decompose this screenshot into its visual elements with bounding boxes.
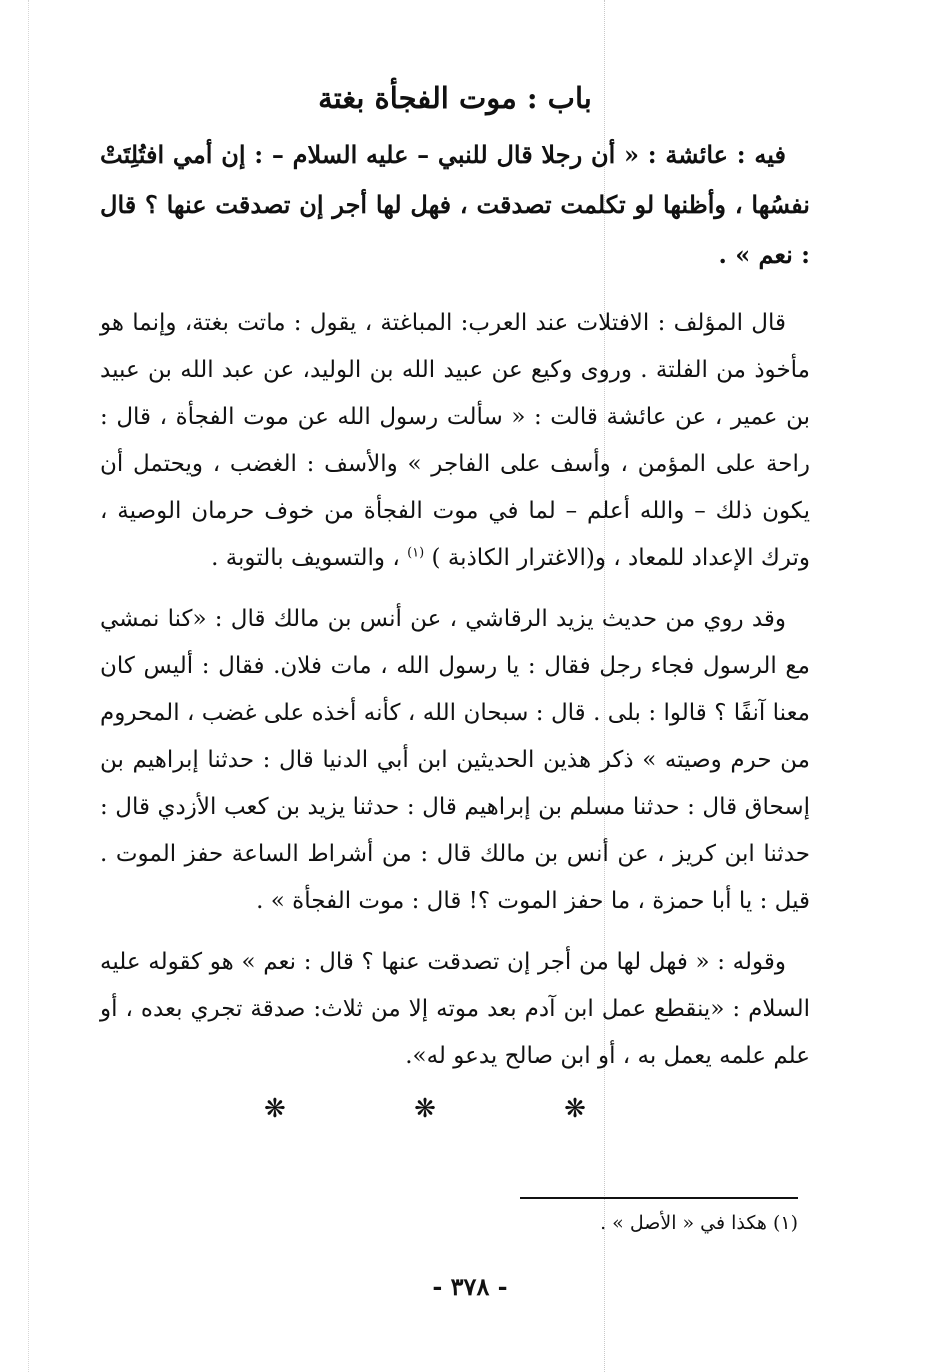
footnote-divider bbox=[520, 1197, 798, 1199]
commentary-tail: ، والتسويف بالتوبة . bbox=[211, 545, 408, 571]
commentary-paragraph bbox=[100, 300, 810, 582]
page-content bbox=[100, 70, 810, 1124]
section-separator-stars: ❋ ❋ ❋ bbox=[264, 1094, 646, 1124]
page-edge-line bbox=[28, 0, 29, 1372]
explanation-paragraph: وقوله : « فهل لها من أجر إن تصدقت عنها ؟ قال : نعم » هو كقوله عليه السلام : «ينقطع عمل ابن آدم بعد موته إلا من ثلاث: صدقة تجري بعده ، أو علم علمه يعمل به ، أو ابن صالح يدعو له». bbox=[100, 949, 810, 1069]
commentary-text: قال المؤلف : الافتلات عند العرب: المباغتة ، يقول : ماتت بغتة، وإنما هو مأخوذ من الفلتة . وروى وكيع عن عبيد الله بن الوليد، عن عبد الله بن عبيد بن عمير ، عن عائشة قالت : « سألت رسول الله عن موت الفجأة ، قال : راحة على المؤمن ، وأسف على الفاجر » والأسف : الغضب ، ويحتمل أن يكون ذلك – والله أعلم – لما في موت الفجأة من خوف حرمان الوصية ، وترك الإعداد للمعاد ، و(الاغترار الكاذبة ) bbox=[100, 310, 810, 571]
chapter-title: باب : موت الفجأة بغتة bbox=[318, 81, 592, 115]
footnote-text: (١) هكذا في « الأصل » . bbox=[600, 1212, 798, 1234]
hadith-paragraph: فيه : عائشة : « أن رجلا قال للنبي – عليه السلام – : إن أمي افتُلِتَتْ نفسُها ، وأظنها لو تكلمت تصدقت ، فهل لها أجر إن تصدقت عنها ؟ قال : نعم » . bbox=[100, 140, 810, 269]
narration-paragraph: وقد روي من حديث يزيد الرقاشي ، عن أنس بن مالك قال : «كنا نمشي مع الرسول فجاء رجل فقال : يا رسول الله ، مات فلان. فقال : أليس كان معنا آنفًا ؟ قالوا : بلى . قال : سبحان الله ، كأنه أخذه على غضب ، المحروم من حرم وصيته » ذكر هذين الحديثين ابن أبي الدنيا قال : حدثنا إبراهيم بن إسحاق قال : حدثنا مسلم بن إبراهيم قال : حدثنا يزيد بن كعب الأزدي قال : حدثنا ابن كريز ، عن أنس بن مالك قال : من أشراط الساعة حفز الموت . قيل : يا أبا حمزة ، ما حفز الموت ؟! قال : موت الفجأة » . bbox=[100, 606, 810, 914]
page-number: - ٣٧٨ - bbox=[432, 1272, 508, 1301]
footnote-reference: (١) bbox=[407, 545, 425, 561]
